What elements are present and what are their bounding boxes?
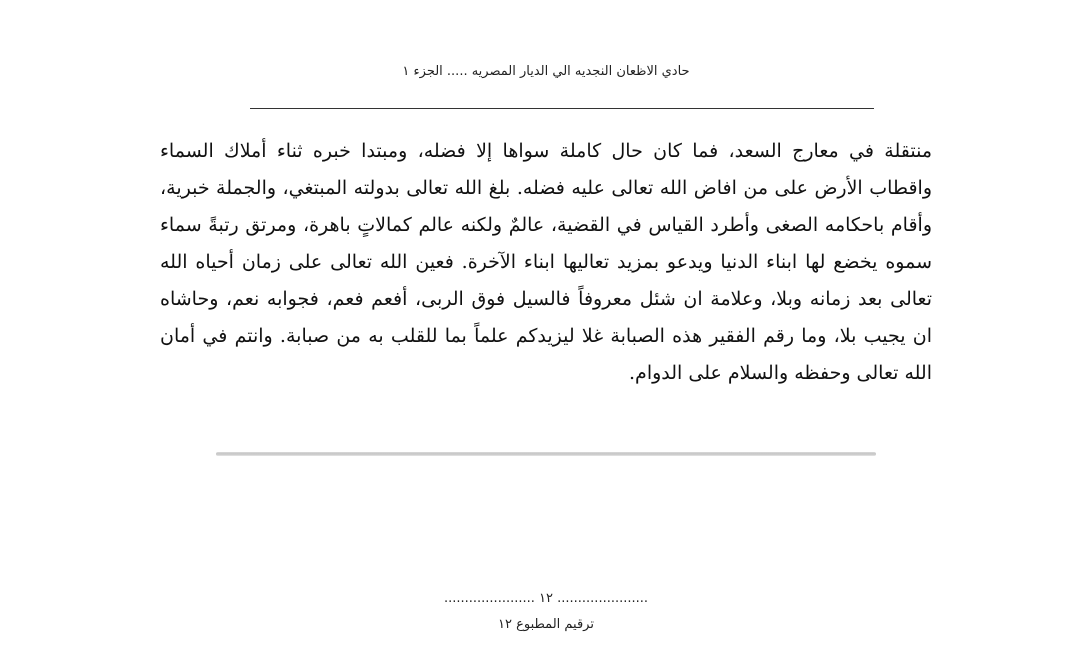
print-page-number: ترقيم المطبوع ١٢ bbox=[498, 617, 594, 632]
main-text-block bbox=[160, 133, 932, 392]
page-break-separator bbox=[216, 452, 876, 456]
page-number: ...................... ١٢ ...................... bbox=[443, 591, 649, 606]
body-paragraph: منتقلة في معارج السعد، فما كان حال كاملة سواها إلا فضله، ومبتدا خبره ثناء أملاك السماء واقطاب الأرض على من افاض الله تعالى عليه فضله. بلغ الله تعالى بدولته المبتغي، والجملة خبرية، وأقام باحكامه الصغى وأطرد القياس في القضية، عالمٌ ولكنه عالم كمالاتٍ باهرة، ومرتق رتبةً سماء سموه يخضع لها ابناء الدنيا ويدعو بمزيد تعاليها ابناء الآخرة. فعين الله تعالى على زمان أحياه الله تعالى بعد زمانه وبلا، وعلامة ان شئل معروفاً فالسيل فوق الربى، أفعم فعم، فجوابه نعم، وحاشاه ان يجيب بلا، وما رقم الفقير هذه الصبابة غلا ليزيدكم علماً بما للقلب به من صبابة. وانتم في أمان الله تعالى وحفظه والسلام على الدوام. bbox=[160, 140, 932, 384]
header-divider bbox=[250, 108, 874, 109]
running-header: حادي الاظعان النجديه الي الديار المصريه ..... الجزء ١ bbox=[402, 64, 690, 79]
